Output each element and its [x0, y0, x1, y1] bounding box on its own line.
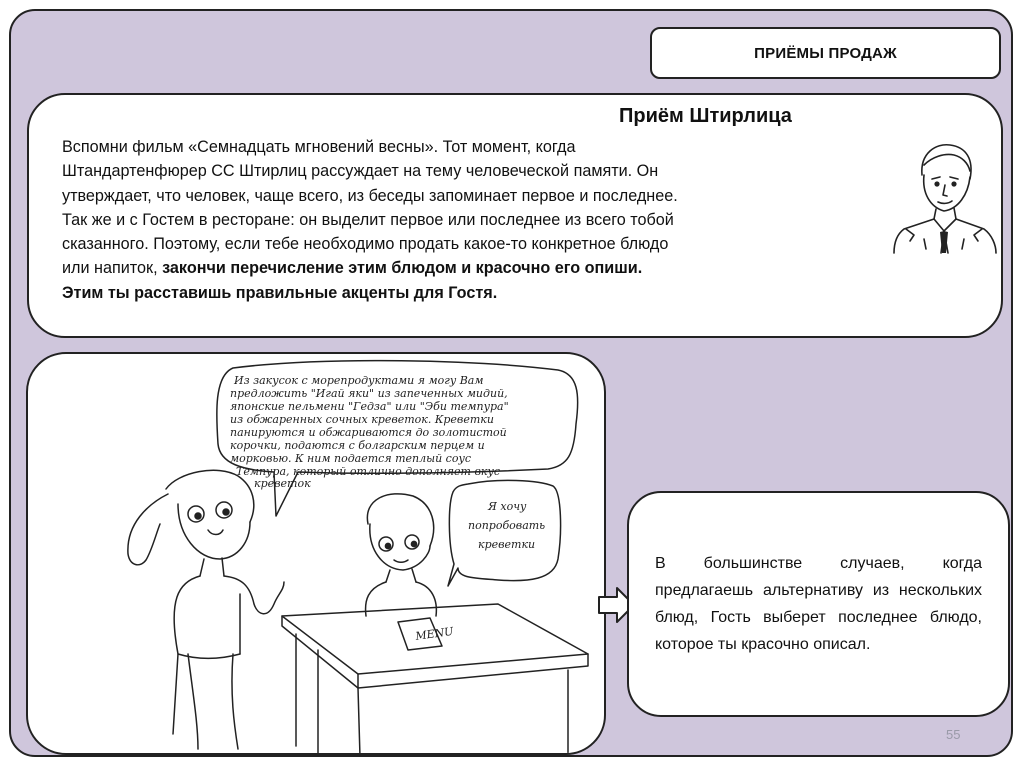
description-line-prefix: или напиток,: [62, 259, 163, 278]
svg-text:Из закусок с морепродуктами я: Из закусок с морепродуктами я могу Вам: [234, 374, 484, 387]
description-line: Так же и с Гостем в ресторане: он выделит первое или последнее из всего тобой: [62, 210, 674, 229]
conclusion-box: [627, 491, 1010, 717]
svg-text:из обжаренных сочных креветок.: из обжаренных сочных креветок. Креветки: [230, 413, 494, 426]
svg-text:предложить "Игай яки" из запеч: предложить "Игай яки" из запеченных мидий,: [230, 387, 508, 400]
svg-text:морковью. К ним подается теплы: морковью. К ним подается теплый соус: [230, 452, 472, 465]
description-line: сказанного. Поэтому, если тебе необходимо продать какое-то конкретное блюдо: [62, 235, 669, 254]
description-line: Штандартенфюрер СС Штирлиц рассуждает на тему человеческой памяти. Он: [62, 162, 659, 181]
description-line: Вспомни фильм «Семнадцать мгновений весны». Тот момент, когда: [62, 138, 576, 156]
description-line: [62, 256, 822, 280]
svg-text:панируются и обжариваются до з: панируются и обжариваются до золотистой: [230, 426, 507, 439]
header-box: [650, 27, 1001, 79]
guest-figure: [366, 494, 437, 616]
stirlitz-portrait-illustration: [884, 135, 1004, 255]
section-title: ПРИЁМЫ ПРОДАЖ: [754, 44, 897, 62]
emphasis-text: Этим ты расставишь правильные акценты для Гостя.: [62, 283, 498, 302]
svg-text:Я хочу: Я хочу: [488, 500, 527, 513]
svg-text:креветок: креветок: [254, 477, 311, 490]
guest-speech-text: [468, 500, 545, 551]
waiter-figure: [128, 470, 284, 749]
conclusion-text: В большинстве случаев, когда предлагаешь альтернативу из нескольких блюд, Гость выберет последнее блюдо, которое ты красочно описал.: [655, 555, 982, 653]
technique-description: [62, 135, 822, 305]
comic-illustration: [26, 352, 606, 755]
page-number: 55: [946, 727, 961, 742]
waiter-speech-text: [230, 374, 509, 490]
waiter-guest-scene: [28, 354, 606, 755]
description-line: утверждает, что человек, чаще всего, из беседы запоминает первое и последнее.: [62, 186, 678, 205]
guest-speech-bubble: [448, 480, 561, 586]
technique-card: [27, 93, 1003, 338]
svg-text:креветки: креветки: [478, 538, 536, 551]
svg-text:корочки, подаются с болгарским: корочки, подаются с болгарским перцем и: [230, 439, 485, 452]
svg-text:Темпура, который отлично допол: Темпура, который отлично дополняет вкус: [236, 465, 500, 478]
emphasis-text: закончи перечисление этим блюдом и красочно его опиши.: [162, 259, 643, 278]
svg-text:попробовать: попробовать: [468, 519, 546, 532]
svg-text:японские пельмени "Гедза" или: японские пельмени "Гедза" или "Эби темпура": [230, 400, 509, 413]
menu-label: MENU: [414, 624, 455, 643]
technique-title: Приём Штирлица: [619, 105, 792, 127]
